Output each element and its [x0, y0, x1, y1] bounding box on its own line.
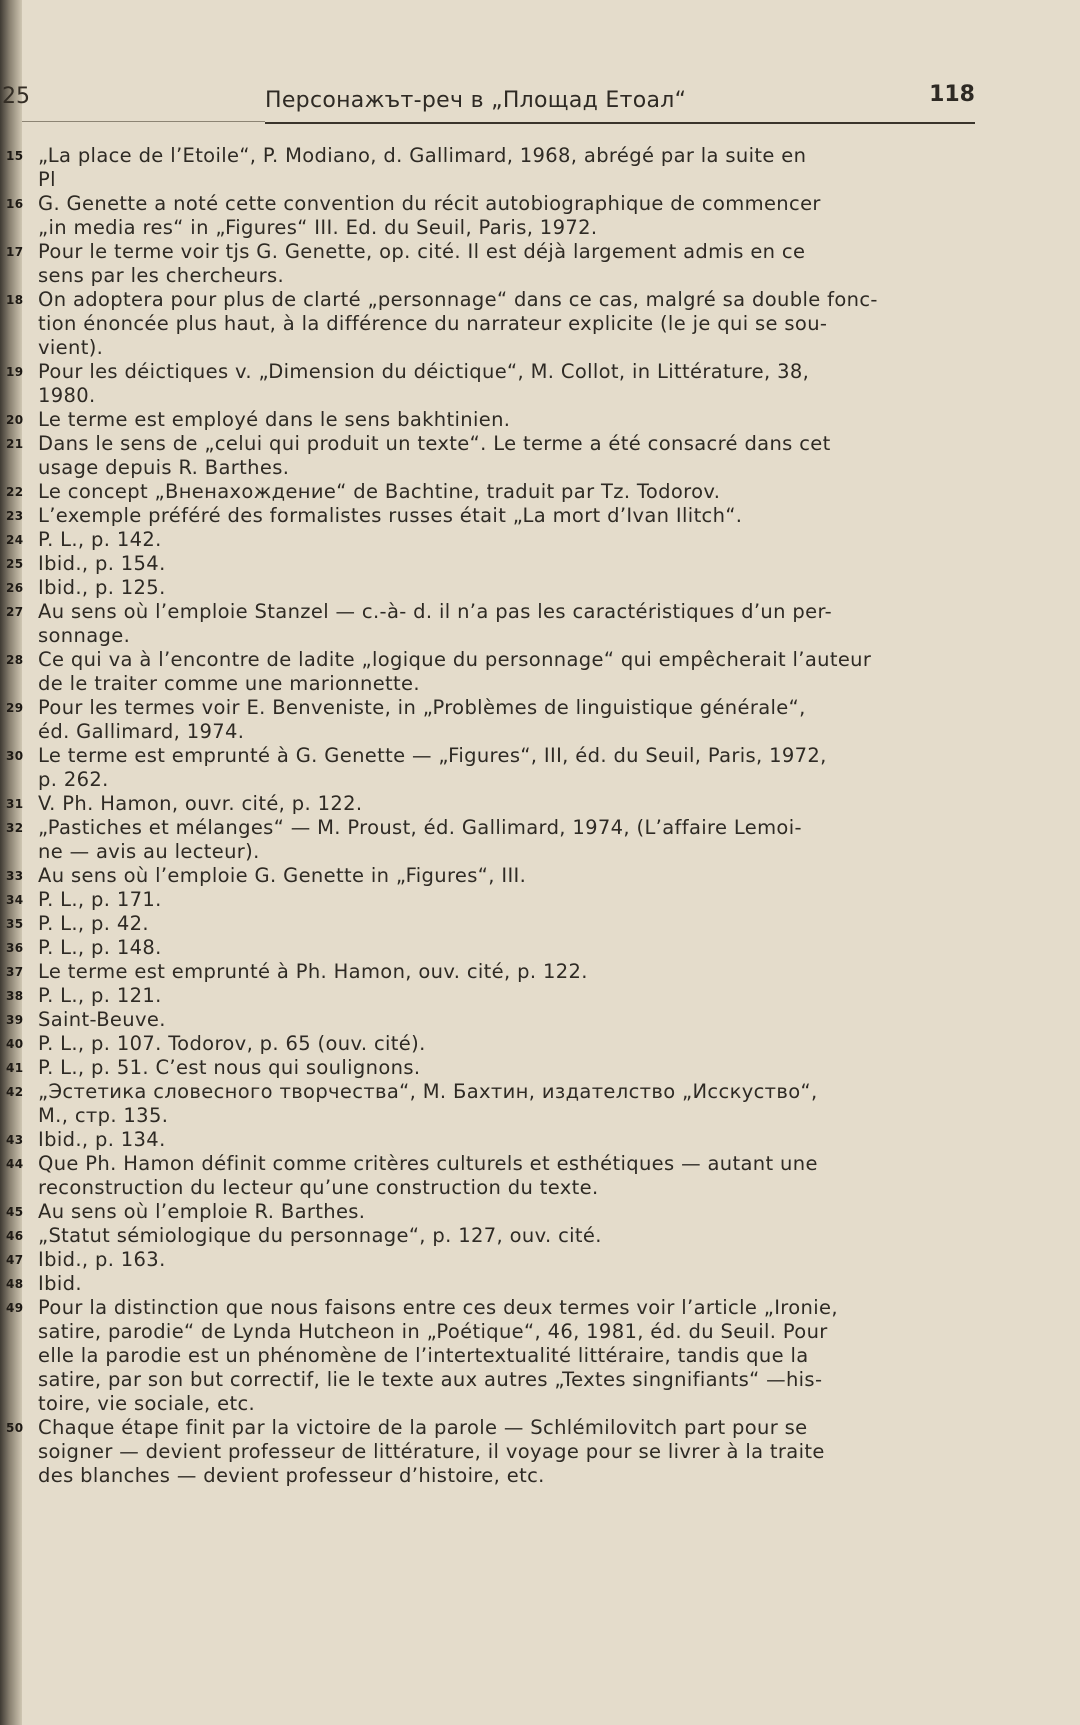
footnote-line: satire, parodie“ de Lynda Hutcheon in „Poétique“, 46, 1981, éd. du Seuil. Pour: [38, 1320, 828, 1343]
footnote: [6, 888, 982, 912]
footnote-line: éd. Gallimard, 1974.: [38, 720, 245, 743]
footnote: [6, 1416, 982, 1488]
footnote-line: Ibid.: [38, 1272, 82, 1295]
footnote-number: 48: [6, 1277, 24, 1291]
footnote-line: „Pastiches et mélanges“ — M. Proust, éd. Gallimard, 1974, (L’affaire Lemoi-: [38, 816, 802, 839]
footnote-line: G. Genette a noté cette convention du récit autobiographique de commencer: [38, 192, 821, 215]
footnote-line: sonnage.: [38, 624, 131, 647]
footnote-line: toire, vie sociale, etc.: [38, 1392, 256, 1415]
footnote-number: 23: [6, 509, 24, 523]
footnote: [6, 864, 982, 888]
footnote-line: P. L., p. 148.: [38, 936, 162, 959]
footnote-line: Au sens où l’emploie G. Genette in „Figures“, III.: [38, 864, 527, 887]
footnote: [6, 984, 982, 1008]
footnote-number: 18: [6, 293, 24, 307]
running-title: Персонажът-реч в „Площад Етоал“: [265, 88, 687, 113]
footnote: [6, 360, 982, 408]
footnote-line: Le terme est emprunté à Ph. Hamon, ouv. cité, p. 122.: [38, 960, 588, 983]
footnote-number: 24: [6, 533, 24, 547]
footnote: [6, 144, 982, 192]
footnote-line: Que Ph. Hamon définit comme critères culturels et esthétiques — autant une: [38, 1152, 818, 1175]
footnote-line: „Statut sémiologique du personnage“, p. 127, ouv. cité.: [38, 1224, 602, 1247]
footnote-line: tion énoncée plus haut, à la différence du narrateur explicite (le je qui se sou-: [38, 312, 828, 335]
footnote: [6, 1128, 982, 1152]
footnote: [6, 1248, 982, 1272]
footnote: [6, 1272, 982, 1296]
footnote-number: 26: [6, 581, 24, 595]
footnote-line: V. Ph. Hamon, ouvr. cité, p. 122.: [38, 792, 363, 815]
footnote-line: P. L., p. 107. Todorov, p. 65 (ouv. cité).: [38, 1032, 426, 1055]
footnote: [6, 1296, 982, 1416]
footnote-line: L’exemple préféré des formalistes russes était „La mort d’Ivan Ilitch“.: [38, 504, 743, 527]
footnote-number: 28: [6, 653, 24, 667]
footnote-line: de le traiter comme une marionnette.: [38, 672, 420, 695]
footnote-line: 1980.: [38, 384, 96, 407]
footnote-line: sens par les chercheurs.: [38, 264, 285, 287]
footnote-number: 19: [6, 365, 24, 379]
footnote-number: 49: [6, 1301, 24, 1315]
footnote-line: Au sens où l’emploie Stanzel — c.-à- d. il n’a pas les caractéristiques d’un per-: [38, 600, 832, 623]
header-rule: [22, 121, 265, 122]
footnote: [6, 1056, 982, 1080]
running-header: [265, 82, 975, 124]
footnote: [6, 1008, 982, 1032]
footnote-line: Ibid., p. 154.: [38, 552, 166, 575]
footnote-line: „La place de l’Etoile“, P. Modiano, d. Gallimard, 1968, abrégé par la suite en: [38, 144, 807, 167]
footnote: [6, 432, 982, 480]
footnote-number: 36: [6, 941, 24, 955]
footnote: [6, 192, 982, 240]
footnote: [6, 744, 982, 792]
footnote-line: P. L., p. 51. C’est nous qui soulignons.: [38, 1056, 421, 1079]
footnote: [6, 408, 982, 432]
footnote-line: P. L., p. 142.: [38, 528, 162, 551]
footnote: [6, 576, 982, 600]
footnote-number: 46: [6, 1229, 24, 1243]
footnote-number: 32: [6, 821, 24, 835]
footnote-line: М., стр. 135.: [38, 1104, 169, 1127]
footnote: [6, 288, 982, 360]
footnote-number: 16: [6, 197, 24, 211]
footnote-number: 20: [6, 413, 24, 427]
footnote-line: usage depuis R. Barthes.: [38, 456, 290, 479]
footnote-number: 41: [6, 1061, 24, 1075]
footnote-line: On adoptera pour plus de clarté „personnage“ dans ce cas, malgré sa double fonc-: [38, 288, 878, 311]
footnote-line: Ibid., p. 134.: [38, 1128, 166, 1151]
footnote: [6, 600, 982, 648]
footnote: [6, 960, 982, 984]
footnote-number: 29: [6, 701, 24, 715]
footnote-number: 47: [6, 1253, 24, 1267]
footnote-number: 39: [6, 1013, 24, 1027]
footnote-line: Ibid., p. 163.: [38, 1248, 166, 1271]
footnote-number: 15: [6, 149, 24, 163]
footnote-number: 37: [6, 965, 24, 979]
footnote-line: soigner — devient professeur de littérature, il voyage pour se livrer à la traite: [38, 1440, 825, 1463]
footnote: [6, 1152, 982, 1200]
footnote-line: Pour les termes voir E. Benveniste, in „Problèmes de linguistique générale“,: [38, 696, 806, 719]
footnote-line: des blanches — devient professeur d’histoire, etc.: [38, 1464, 545, 1487]
footnote: [6, 912, 982, 936]
corner-number: 25: [2, 84, 30, 109]
footnote-line: Pour les déictiques v. „Dimension du déictique“, M. Collot, in Littérature, 38,: [38, 360, 810, 383]
footnote-number: 22: [6, 485, 24, 499]
footnote: [6, 696, 982, 744]
footnote-line: ne — avis au lecteur).: [38, 840, 260, 863]
footnote-line: „in media res“ in „Figures“ III. Ed. du Seuil, Paris, 1972.: [38, 216, 598, 239]
footnote-line: Pl: [38, 168, 56, 191]
footnote-line: Chaque étape finit par la victoire de la parole — Schlémilovitch part pour se: [38, 1416, 808, 1439]
footnote-line: „Эстетика словесного творчества“, М. Бахтин, издателство „Исскуство“,: [38, 1080, 818, 1103]
footnote-line: elle la parodie est un phénomène de l’intertextualité littéraire, tandis que la: [38, 1344, 809, 1367]
footnote-number: 50: [6, 1421, 24, 1435]
footnote-line: P. L., p. 121.: [38, 984, 162, 1007]
footnote-line: P. L., p. 42.: [38, 912, 149, 935]
footnote-line: Le concept „Вненахождение“ de Bachtine, traduit par Tz. Todorov.: [38, 480, 721, 503]
footnote: [6, 816, 982, 864]
footnote-number: 34: [6, 893, 24, 907]
footnote-number: 27: [6, 605, 24, 619]
footnote-line: vient).: [38, 336, 104, 359]
footnote: [6, 1224, 982, 1248]
footnote-number: 44: [6, 1157, 24, 1171]
footnote-line: Pour la distinction que nous faisons entre ces deux termes voir l’article „Ironie,: [38, 1296, 838, 1319]
footnote-number: 43: [6, 1133, 24, 1147]
footnote: [6, 792, 982, 816]
footnote: [6, 936, 982, 960]
footnote-line: Ibid., p. 125.: [38, 576, 166, 599]
footnote: [6, 1080, 982, 1128]
footnote-number: 42: [6, 1085, 24, 1099]
footnote-number: 38: [6, 989, 24, 1003]
footnote-number: 40: [6, 1037, 24, 1051]
footnote-line: reconstruction du lecteur qu’une construction du texte.: [38, 1176, 599, 1199]
footnote-line: Dans le sens de „celui qui produit un texte“. Le terme a été consacré dans cet: [38, 432, 831, 455]
footnote-number: 45: [6, 1205, 24, 1219]
footnotes-list: [6, 144, 982, 1488]
footnote: [6, 1032, 982, 1056]
footnote-number: 35: [6, 917, 24, 931]
footnote-number: 17: [6, 245, 24, 259]
footnote-line: Pour le terme voir tjs G. Genette, op. cité. Il est déjà largement admis en ce: [38, 240, 806, 263]
footnote-line: Le terme est employé dans le sens bakhtinien.: [38, 408, 511, 431]
footnote: [6, 1200, 982, 1224]
footnote: [6, 240, 982, 288]
footnote: [6, 552, 982, 576]
footnote-number: 30: [6, 749, 24, 763]
footnote: [6, 480, 982, 504]
footnote-line: Au sens où l’emploie R. Barthes.: [38, 1200, 366, 1223]
footnote-line: Saint-Beuve.: [38, 1008, 166, 1031]
footnote-line: p. 262.: [38, 768, 109, 791]
footnote: [6, 528, 982, 552]
footnote: [6, 504, 982, 528]
footnote-line: Le terme est emprunté à G. Genette — „Figures“, III, éd. du Seuil, Paris, 1972,: [38, 744, 827, 767]
footnote-number: 21: [6, 437, 24, 451]
footnote-line: P. L., p. 171.: [38, 888, 162, 911]
page-number: 118: [929, 82, 975, 107]
footnote: [6, 648, 982, 696]
footnote-number: 33: [6, 869, 24, 883]
footnote-number: 31: [6, 797, 24, 811]
footnote-line: Ce qui va à l’encontre de ladite „logique du personnage“ qui empêcherait l’auteur: [38, 648, 872, 671]
footnote-number: 25: [6, 557, 24, 571]
footnote-line: satire, par son but correctif, lie le texte aux autres „Textes singnifiants“ —his-: [38, 1368, 823, 1391]
